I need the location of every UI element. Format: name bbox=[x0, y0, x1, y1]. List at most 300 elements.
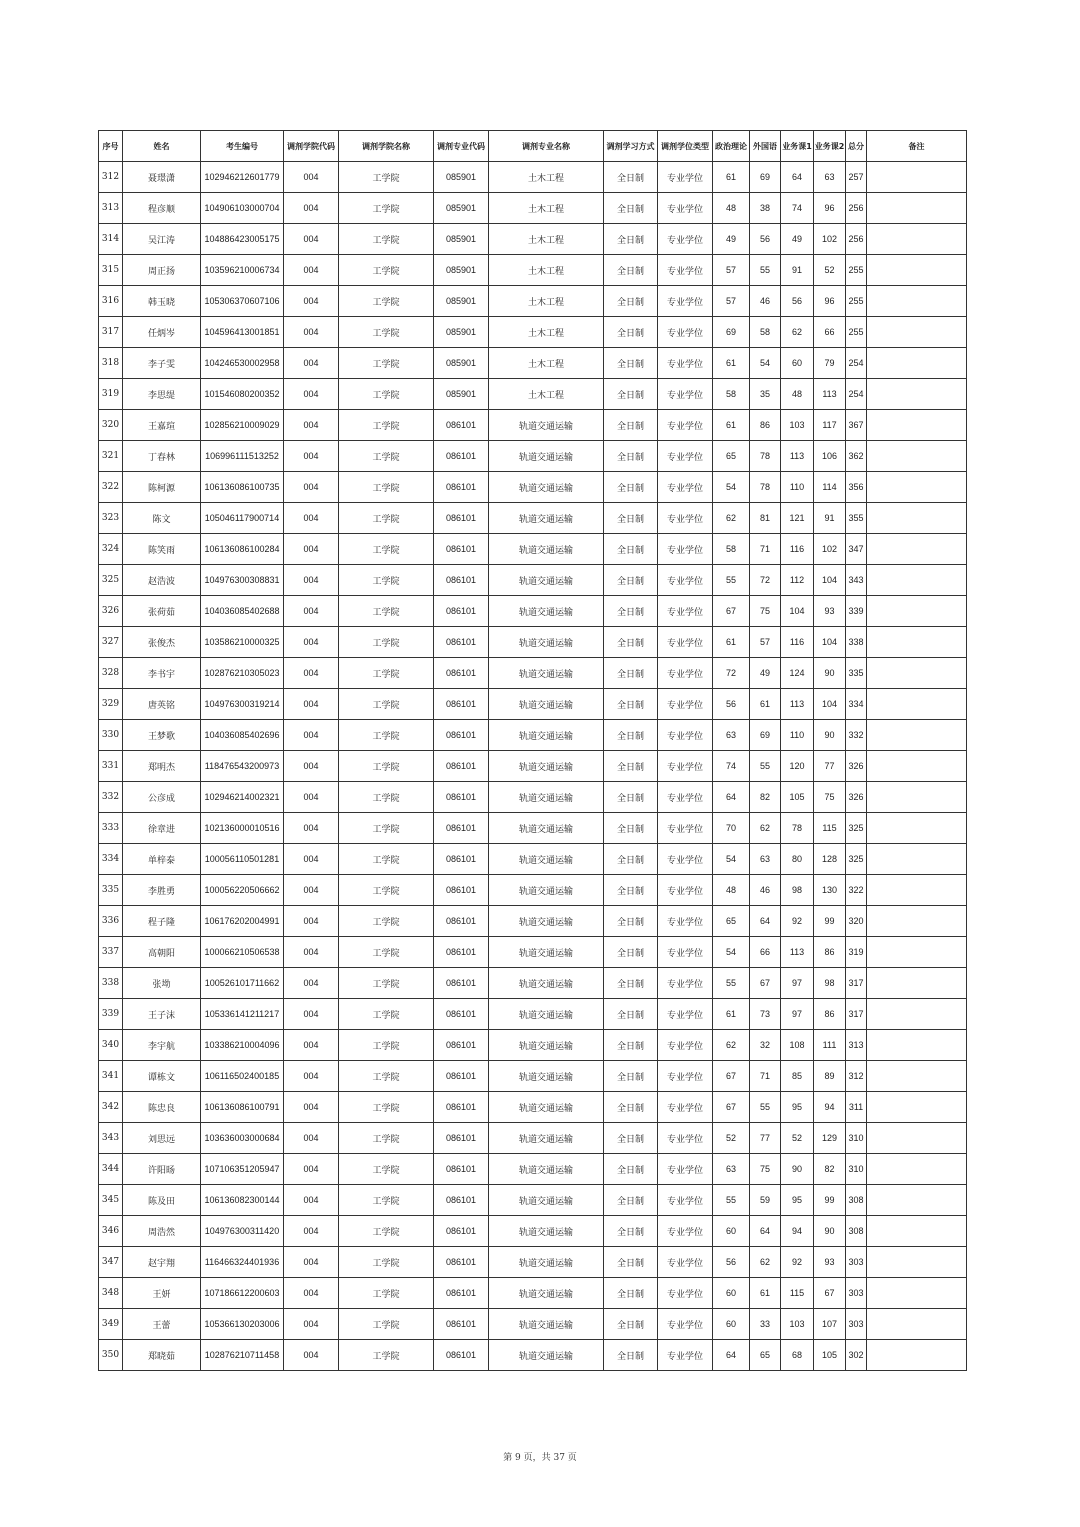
table-cell: 108 bbox=[781, 1030, 814, 1061]
table-cell: 102876210305023 bbox=[201, 658, 284, 689]
table-cell bbox=[867, 162, 967, 193]
table-cell bbox=[867, 1061, 967, 1092]
table-cell: 004 bbox=[284, 627, 339, 658]
table-cell: 344 bbox=[99, 1154, 123, 1185]
table-cell bbox=[867, 317, 967, 348]
table-cell: 52 bbox=[814, 255, 846, 286]
table-cell: 004 bbox=[284, 937, 339, 968]
table-row bbox=[99, 813, 967, 844]
table-cell: 李宇航 bbox=[123, 1030, 201, 1061]
table-cell: 工学院 bbox=[339, 1340, 434, 1371]
table-cell: 115 bbox=[814, 813, 846, 844]
table-cell: 086101 bbox=[434, 844, 489, 875]
table-cell: 周正扬 bbox=[123, 255, 201, 286]
table-cell: 104906103000704 bbox=[201, 193, 284, 224]
table-cell: 314 bbox=[99, 224, 123, 255]
table-cell: 69 bbox=[750, 720, 781, 751]
table-cell: 104036085402688 bbox=[201, 596, 284, 627]
table-cell: 325 bbox=[846, 813, 867, 844]
table-cell: 轨道交通运输 bbox=[489, 999, 604, 1030]
table-cell: 王嘉瑄 bbox=[123, 410, 201, 441]
table-cell: 轨道交通运输 bbox=[489, 627, 604, 658]
table-row bbox=[99, 1123, 967, 1154]
table-row bbox=[99, 565, 967, 596]
table-cell: 107106351205947 bbox=[201, 1154, 284, 1185]
table-cell: 004 bbox=[284, 472, 339, 503]
table-cell: 004 bbox=[284, 751, 339, 782]
table-cell: 004 bbox=[284, 1092, 339, 1123]
table-cell: 90 bbox=[814, 1216, 846, 1247]
table-cell: 专业学位 bbox=[658, 937, 713, 968]
table-cell: 64 bbox=[713, 782, 750, 813]
table-cell: 69 bbox=[713, 317, 750, 348]
table-cell: 310 bbox=[846, 1154, 867, 1185]
table-cell: 陈及田 bbox=[123, 1185, 201, 1216]
table-cell: 104 bbox=[814, 689, 846, 720]
table-cell: 103586210000325 bbox=[201, 627, 284, 658]
table-cell: 325 bbox=[99, 565, 123, 596]
table-cell: 52 bbox=[713, 1123, 750, 1154]
table-cell: 轨道交通运输 bbox=[489, 906, 604, 937]
table-cell bbox=[867, 627, 967, 658]
table-cell: 331 bbox=[99, 751, 123, 782]
table-cell: 工学院 bbox=[339, 813, 434, 844]
table-cell: 342 bbox=[99, 1092, 123, 1123]
table-cell: 专业学位 bbox=[658, 286, 713, 317]
table-cell: 79 bbox=[814, 348, 846, 379]
table-cell: 115 bbox=[781, 1278, 814, 1309]
table-cell: 085901 bbox=[434, 379, 489, 410]
table-cell: 全日制 bbox=[604, 720, 658, 751]
table-cell: 086101 bbox=[434, 1030, 489, 1061]
table-cell: 100526101711662 bbox=[201, 968, 284, 999]
table-cell: 46 bbox=[750, 875, 781, 906]
table-cell: 轨道交通运输 bbox=[489, 1123, 604, 1154]
table-cell: 085901 bbox=[434, 255, 489, 286]
table-cell: 104976300308831 bbox=[201, 565, 284, 596]
table-cell: 52 bbox=[781, 1123, 814, 1154]
table-cell: 土木工程 bbox=[489, 286, 604, 317]
table-cell: 74 bbox=[713, 751, 750, 782]
table-cell: 95 bbox=[781, 1185, 814, 1216]
table-cell: 工学院 bbox=[339, 689, 434, 720]
table-cell: 全日制 bbox=[604, 534, 658, 565]
table-cell: 轨道交通运输 bbox=[489, 782, 604, 813]
table-cell: 工学院 bbox=[339, 596, 434, 627]
table-row bbox=[99, 348, 967, 379]
table-cell: 专业学位 bbox=[658, 565, 713, 596]
table-cell: 121 bbox=[781, 503, 814, 534]
table-cell: 97 bbox=[781, 999, 814, 1030]
column-header: 姓名 bbox=[123, 131, 201, 162]
table-cell: 轨道交通运输 bbox=[489, 720, 604, 751]
table-cell: 330 bbox=[99, 720, 123, 751]
table-cell: 81 bbox=[750, 503, 781, 534]
table-cell bbox=[867, 999, 967, 1030]
table-cell: 工学院 bbox=[339, 224, 434, 255]
table-cell: 350 bbox=[99, 1340, 123, 1371]
table-cell: 303 bbox=[846, 1309, 867, 1340]
table-cell: 102136000010516 bbox=[201, 813, 284, 844]
table-cell: 许阳旸 bbox=[123, 1154, 201, 1185]
table-cell: 101546080200352 bbox=[201, 379, 284, 410]
table-row bbox=[99, 906, 967, 937]
table-cell: 陈忠良 bbox=[123, 1092, 201, 1123]
table-cell: 65 bbox=[713, 906, 750, 937]
table-cell: 110 bbox=[781, 472, 814, 503]
table-row bbox=[99, 937, 967, 968]
table-cell: 35 bbox=[750, 379, 781, 410]
table-cell: 全日制 bbox=[604, 844, 658, 875]
table-cell: 轨道交通运输 bbox=[489, 689, 604, 720]
table-cell: 轨道交通运输 bbox=[489, 1278, 604, 1309]
table-cell: 105366130203006 bbox=[201, 1309, 284, 1340]
table-cell: 345 bbox=[99, 1185, 123, 1216]
table-cell: 专业学位 bbox=[658, 1030, 713, 1061]
table-cell: 086101 bbox=[434, 1216, 489, 1247]
table-cell: 工学院 bbox=[339, 1185, 434, 1216]
table-cell: 轨道交通运输 bbox=[489, 565, 604, 596]
table-cell: 轨道交通运输 bbox=[489, 1030, 604, 1061]
table-cell: 专业学位 bbox=[658, 534, 713, 565]
table-cell: 轨道交通运输 bbox=[489, 596, 604, 627]
table-cell: 62 bbox=[750, 813, 781, 844]
table-cell: 郑晓茹 bbox=[123, 1340, 201, 1371]
table-cell: 256 bbox=[846, 193, 867, 224]
table-cell: 专业学位 bbox=[658, 1309, 713, 1340]
table-cell: 轨道交通运输 bbox=[489, 1247, 604, 1278]
table-cell: 085901 bbox=[434, 348, 489, 379]
table-cell: 丁春林 bbox=[123, 441, 201, 472]
table-cell: 轨道交通运输 bbox=[489, 968, 604, 999]
table-cell: 全日制 bbox=[604, 627, 658, 658]
table-cell bbox=[867, 441, 967, 472]
table-cell: 343 bbox=[846, 565, 867, 596]
table-cell: 107 bbox=[814, 1309, 846, 1340]
table-cell: 302 bbox=[846, 1340, 867, 1371]
table-cell: 97 bbox=[781, 968, 814, 999]
table-cell: 58 bbox=[750, 317, 781, 348]
table-cell: 82 bbox=[750, 782, 781, 813]
table-cell: 308 bbox=[846, 1216, 867, 1247]
table-cell: 255 bbox=[846, 286, 867, 317]
table-cell: 全日制 bbox=[604, 751, 658, 782]
table-cell: 339 bbox=[99, 999, 123, 1030]
table-cell: 004 bbox=[284, 379, 339, 410]
table-cell: 086101 bbox=[434, 751, 489, 782]
table-cell: 46 bbox=[750, 286, 781, 317]
table-cell: 086101 bbox=[434, 441, 489, 472]
table-cell: 工学院 bbox=[339, 472, 434, 503]
table-cell: 334 bbox=[99, 844, 123, 875]
table-cell: 77 bbox=[750, 1123, 781, 1154]
table-cell: 轨道交通运输 bbox=[489, 1216, 604, 1247]
table-cell: 004 bbox=[284, 410, 339, 441]
table-cell: 104 bbox=[814, 565, 846, 596]
table-cell: 64 bbox=[713, 1340, 750, 1371]
table-cell: 085901 bbox=[434, 193, 489, 224]
table-cell: 334 bbox=[846, 689, 867, 720]
table-row bbox=[99, 317, 967, 348]
table-cell: 004 bbox=[284, 1247, 339, 1278]
table-cell: 004 bbox=[284, 286, 339, 317]
table-cell: 347 bbox=[99, 1247, 123, 1278]
table-cell: 100056220506662 bbox=[201, 875, 284, 906]
table-cell: 086101 bbox=[434, 596, 489, 627]
table-cell: 工学院 bbox=[339, 348, 434, 379]
table-cell: 113 bbox=[814, 379, 846, 410]
table-cell: 086101 bbox=[434, 410, 489, 441]
table-cell: 103 bbox=[781, 1309, 814, 1340]
table-cell: 004 bbox=[284, 844, 339, 875]
table-cell: 全日制 bbox=[604, 410, 658, 441]
table-cell: 102 bbox=[814, 534, 846, 565]
table-cell: 工学院 bbox=[339, 1216, 434, 1247]
table-cell: 60 bbox=[713, 1309, 750, 1340]
table-cell: 全日制 bbox=[604, 1340, 658, 1371]
table-cell: 91 bbox=[814, 503, 846, 534]
table-cell: 004 bbox=[284, 348, 339, 379]
table-cell: 专业学位 bbox=[658, 968, 713, 999]
table-cell: 专业学位 bbox=[658, 875, 713, 906]
table-cell: 085901 bbox=[434, 286, 489, 317]
table-cell: 55 bbox=[750, 751, 781, 782]
table-cell: 90 bbox=[814, 720, 846, 751]
table-cell: 土木工程 bbox=[489, 348, 604, 379]
table-cell: 专业学位 bbox=[658, 1092, 713, 1123]
table-cell: 工学院 bbox=[339, 1154, 434, 1185]
table-cell: 103 bbox=[781, 410, 814, 441]
table-cell: 55 bbox=[750, 255, 781, 286]
table-cell: 专业学位 bbox=[658, 1061, 713, 1092]
table-cell: 86 bbox=[750, 410, 781, 441]
table-cell: 004 bbox=[284, 193, 339, 224]
table-cell: 全日制 bbox=[604, 162, 658, 193]
table-cell: 56 bbox=[781, 286, 814, 317]
table-cell: 全日制 bbox=[604, 348, 658, 379]
table-cell: 周浩然 bbox=[123, 1216, 201, 1247]
table-cell: 67 bbox=[750, 968, 781, 999]
table-cell: 57 bbox=[713, 286, 750, 317]
table-cell: 086101 bbox=[434, 1278, 489, 1309]
table-cell: 轨道交通运输 bbox=[489, 1061, 604, 1092]
table-cell: 全日制 bbox=[604, 193, 658, 224]
table-cell: 62 bbox=[713, 503, 750, 534]
table-cell: 工学院 bbox=[339, 751, 434, 782]
table-cell: 086101 bbox=[434, 937, 489, 968]
table-cell bbox=[867, 1309, 967, 1340]
table-cell: 104 bbox=[814, 627, 846, 658]
table-cell: 80 bbox=[781, 844, 814, 875]
table-cell: 专业学位 bbox=[658, 255, 713, 286]
table-cell: 086101 bbox=[434, 658, 489, 689]
table-cell: 086101 bbox=[434, 503, 489, 534]
table-cell: 310 bbox=[846, 1123, 867, 1154]
table-cell: 68 bbox=[781, 1340, 814, 1371]
table-cell: 104976300319214 bbox=[201, 689, 284, 720]
table-row bbox=[99, 1061, 967, 1092]
table-cell: 全日制 bbox=[604, 565, 658, 596]
table-cell: 99 bbox=[814, 906, 846, 937]
table-row bbox=[99, 1216, 967, 1247]
table-cell: 专业学位 bbox=[658, 782, 713, 813]
table-row bbox=[99, 968, 967, 999]
table-row bbox=[99, 844, 967, 875]
table-row bbox=[99, 751, 967, 782]
table-cell bbox=[867, 348, 967, 379]
table-cell: 75 bbox=[750, 1154, 781, 1185]
table-cell: 李书宇 bbox=[123, 658, 201, 689]
table-cell: 103636003000684 bbox=[201, 1123, 284, 1154]
table-cell: 全日制 bbox=[604, 596, 658, 627]
table-cell: 106176202004991 bbox=[201, 906, 284, 937]
table-cell: 63 bbox=[814, 162, 846, 193]
table-cell: 工学院 bbox=[339, 255, 434, 286]
table-cell: 355 bbox=[846, 503, 867, 534]
table-cell: 004 bbox=[284, 1309, 339, 1340]
table-row bbox=[99, 1278, 967, 1309]
table-cell: 328 bbox=[99, 658, 123, 689]
table-cell: 341 bbox=[99, 1061, 123, 1092]
table-cell bbox=[867, 255, 967, 286]
table-cell: 赵浩波 bbox=[123, 565, 201, 596]
table-cell bbox=[867, 813, 967, 844]
column-header: 业务课1 bbox=[781, 131, 814, 162]
table-cell: 徐章进 bbox=[123, 813, 201, 844]
table-cell: 61 bbox=[750, 689, 781, 720]
table-cell bbox=[867, 689, 967, 720]
table-cell: 96 bbox=[814, 286, 846, 317]
table-cell: 086101 bbox=[434, 1309, 489, 1340]
table-cell: 李子雯 bbox=[123, 348, 201, 379]
table-cell: 91 bbox=[781, 255, 814, 286]
table-cell: 256 bbox=[846, 224, 867, 255]
table-cell: 004 bbox=[284, 1216, 339, 1247]
table-cell: 61 bbox=[713, 348, 750, 379]
table-cell: 085901 bbox=[434, 224, 489, 255]
table-cell: 专业学位 bbox=[658, 503, 713, 534]
table-cell: 004 bbox=[284, 255, 339, 286]
table-cell: 004 bbox=[284, 1278, 339, 1309]
table-cell: 61 bbox=[713, 627, 750, 658]
table-cell: 086101 bbox=[434, 968, 489, 999]
table-cell: 54 bbox=[750, 348, 781, 379]
table-cell: 94 bbox=[781, 1216, 814, 1247]
table-cell: 004 bbox=[284, 596, 339, 627]
table-cell: 95 bbox=[781, 1092, 814, 1123]
table-cell: 专业学位 bbox=[658, 596, 713, 627]
table-cell: 56 bbox=[713, 1247, 750, 1278]
table-cell: 工学院 bbox=[339, 1123, 434, 1154]
column-header: 调剂专业名称 bbox=[489, 131, 604, 162]
table-cell: 086101 bbox=[434, 875, 489, 906]
table-cell: 82 bbox=[814, 1154, 846, 1185]
table-cell: 105 bbox=[781, 782, 814, 813]
table-cell bbox=[867, 596, 967, 627]
table-cell: 工学院 bbox=[339, 875, 434, 906]
table-cell: 315 bbox=[99, 255, 123, 286]
table-row bbox=[99, 1247, 967, 1278]
table-cell: 轨道交通运输 bbox=[489, 472, 604, 503]
table-cell bbox=[867, 1340, 967, 1371]
table-cell: 317 bbox=[846, 968, 867, 999]
table-cell: 61 bbox=[713, 162, 750, 193]
table-cell bbox=[867, 782, 967, 813]
table-cell: 60 bbox=[713, 1278, 750, 1309]
table-cell: 67 bbox=[814, 1278, 846, 1309]
table-row bbox=[99, 1154, 967, 1185]
table-cell: 343 bbox=[99, 1123, 123, 1154]
table-cell: 086101 bbox=[434, 565, 489, 596]
table-cell: 全日制 bbox=[604, 1247, 658, 1278]
table-cell: 专业学位 bbox=[658, 441, 713, 472]
table-cell: 100056110501281 bbox=[201, 844, 284, 875]
table-cell: 54 bbox=[713, 472, 750, 503]
table-cell bbox=[867, 286, 967, 317]
table-cell: 韩玉晓 bbox=[123, 286, 201, 317]
table-cell: 90 bbox=[814, 658, 846, 689]
table-cell: 轨道交通运输 bbox=[489, 1309, 604, 1340]
table-cell: 321 bbox=[99, 441, 123, 472]
table-cell: 113 bbox=[781, 689, 814, 720]
table-cell: 轨道交通运输 bbox=[489, 534, 604, 565]
table-cell: 张俊杰 bbox=[123, 627, 201, 658]
table-cell: 104596413001851 bbox=[201, 317, 284, 348]
table-cell: 356 bbox=[846, 472, 867, 503]
table-cell: 64 bbox=[781, 162, 814, 193]
table-cell: 专业学位 bbox=[658, 658, 713, 689]
table-cell: 329 bbox=[99, 689, 123, 720]
table-cell: 专业学位 bbox=[658, 1340, 713, 1371]
table-cell: 004 bbox=[284, 565, 339, 596]
table-cell: 工学院 bbox=[339, 193, 434, 224]
column-header: 外国语 bbox=[750, 131, 781, 162]
table-cell: 工学院 bbox=[339, 658, 434, 689]
table-cell: 312 bbox=[846, 1061, 867, 1092]
table-cell: 赵宇翔 bbox=[123, 1247, 201, 1278]
table-cell: 99 bbox=[814, 1185, 846, 1216]
table-cell: 程彦顺 bbox=[123, 193, 201, 224]
table-cell: 004 bbox=[284, 534, 339, 565]
table-cell: 工学院 bbox=[339, 720, 434, 751]
table-cell: 322 bbox=[99, 472, 123, 503]
table-cell: 325 bbox=[846, 844, 867, 875]
table-cell: 土木工程 bbox=[489, 255, 604, 286]
table-cell: 土木工程 bbox=[489, 193, 604, 224]
table-cell: 全日制 bbox=[604, 1030, 658, 1061]
table-cell: 专业学位 bbox=[658, 720, 713, 751]
table-cell: 55 bbox=[713, 1185, 750, 1216]
table-cell: 工学院 bbox=[339, 1278, 434, 1309]
table-cell: 55 bbox=[750, 1092, 781, 1123]
table-cell: 98 bbox=[781, 875, 814, 906]
table-cell: 326 bbox=[846, 782, 867, 813]
table-cell: 104976300311420 bbox=[201, 1216, 284, 1247]
table-cell: 程子隆 bbox=[123, 906, 201, 937]
table-cell: 73 bbox=[750, 999, 781, 1030]
table-cell bbox=[867, 503, 967, 534]
table-cell: 106136086100735 bbox=[201, 472, 284, 503]
table-cell: 工学院 bbox=[339, 1030, 434, 1061]
table-cell: 75 bbox=[750, 596, 781, 627]
table-cell: 63 bbox=[750, 844, 781, 875]
table-cell: 71 bbox=[750, 1061, 781, 1092]
table-cell: 刘思远 bbox=[123, 1123, 201, 1154]
table-row bbox=[99, 596, 967, 627]
table-cell: 128 bbox=[814, 844, 846, 875]
table-cell: 55 bbox=[713, 968, 750, 999]
table-cell: 102946214002321 bbox=[201, 782, 284, 813]
